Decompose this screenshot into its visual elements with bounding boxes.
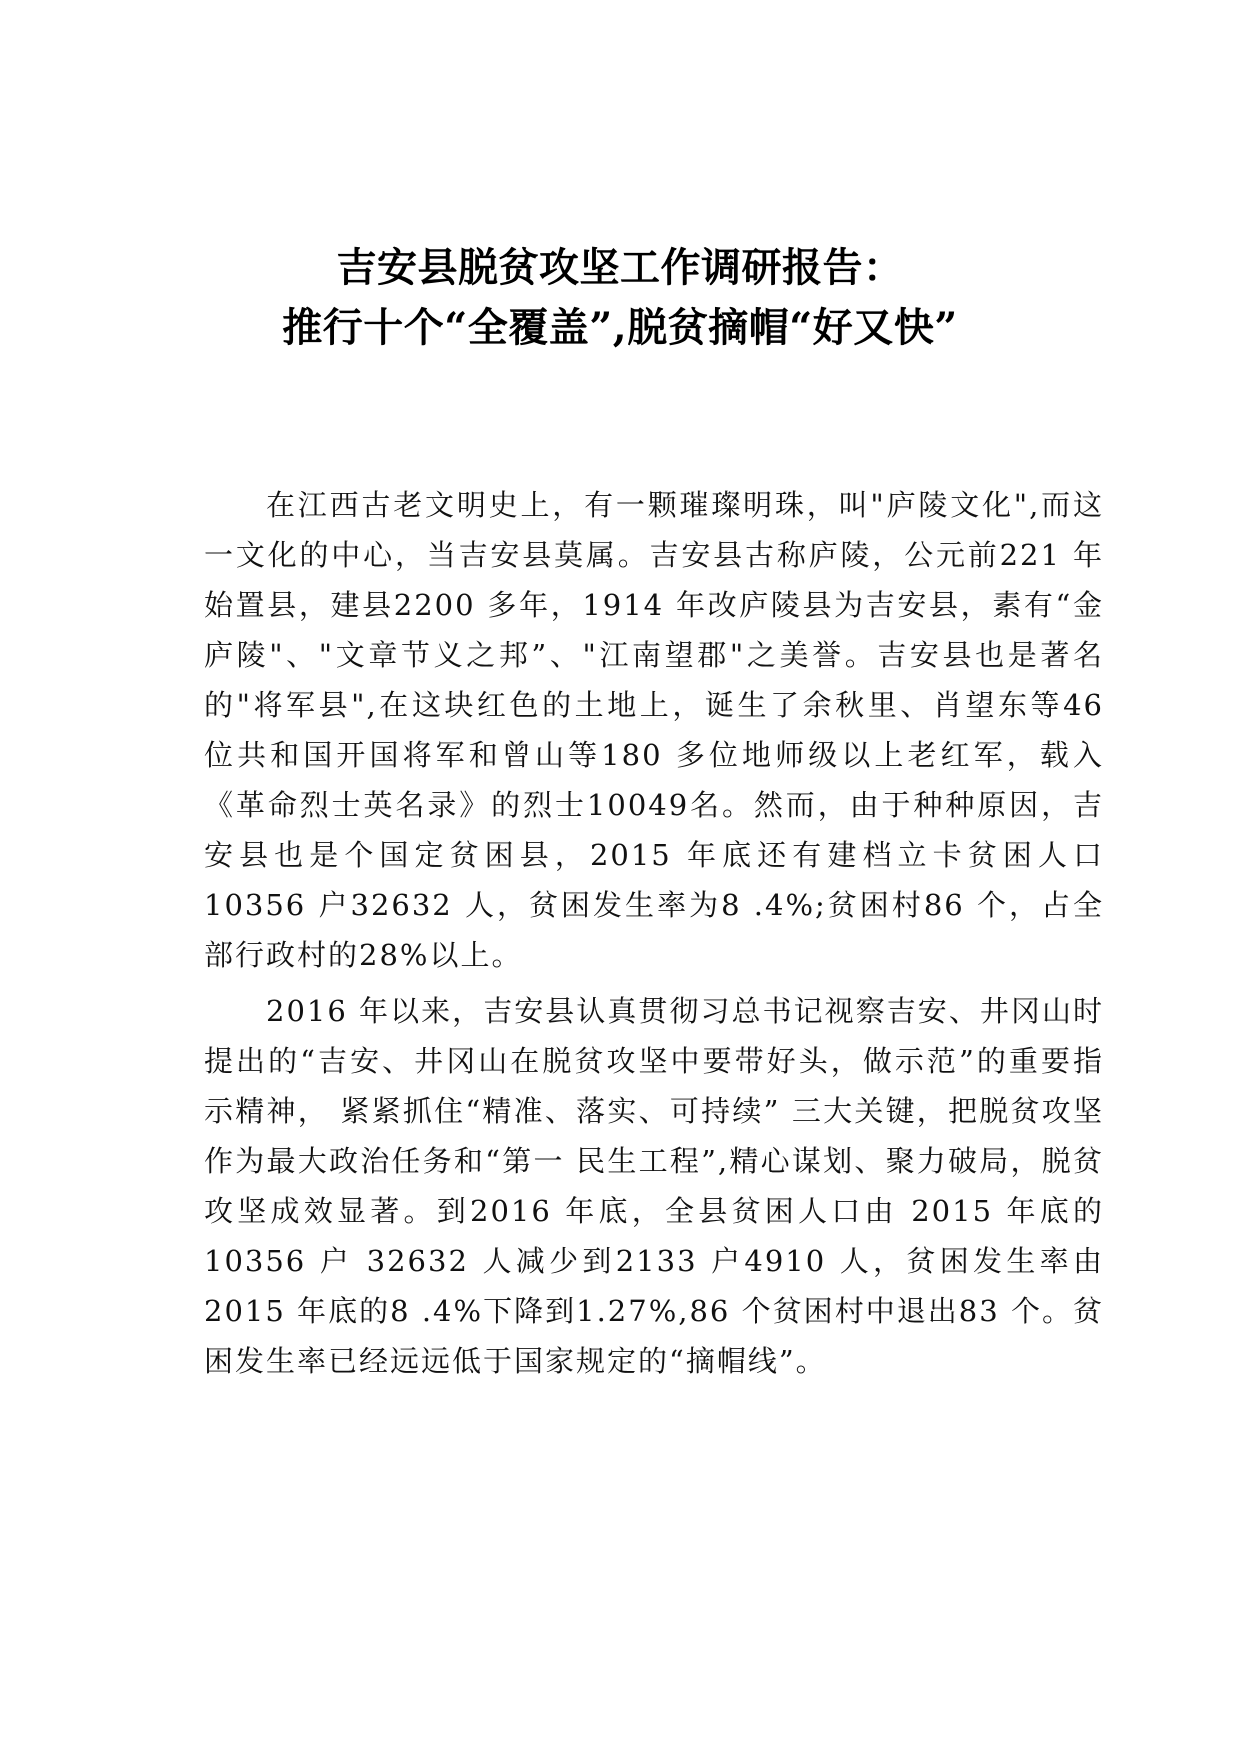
title-line-1: 吉安县脱贫攻坚工作调研报告： <box>336 244 904 291</box>
document-body <box>204 480 1104 1392</box>
paragraph-intro: 在江西古老文明史上，有一颗璀璨明珠，叫"庐陵文化",而这一文化的中心，当吉安县莫属。吉安县古称庐陵，公元前221 年始置县，建县2200 多年，1914 年改庐陵县为吉安县，素有“金庐陵"、"文章节义之邦”、"江南望郡"之美誉。吉安县也是著名的"将军县",在这块红色的土地上，诞生了余秋里、肖望东等46 位共和国开国将军和曾山等180 多位地师级以上老红军，载入《革命烈士英名录》的烈士10049名。然而，由于种种原因，吉安县也是个国定贫困县，2015 年底还有建档立卡贫困人口 10356 户32632 人，贫困发生率为8 .4%;贫困村86 个，占全部行政村的28%以上。 <box>204 488 1104 972</box>
document-title <box>0 238 1240 358</box>
paragraph-progress: 2016 年以来，吉安县认真贯彻习总书记视察吉安、井冈山时提出的“吉安、井冈山在脱贫攻坚中要带好头，做示范”的重要指示精神， 紧紧抓住“精准、落实、可持续” 三大关键，把脱贫攻坚作为最大政治任务和“第一 民生工程”,精心谋划、聚力破局，脱贫攻坚成效显著。到2016 年底，全县贫困人口由 2015 年底的 10356 户 32632 人减少到2133 户4910 人，贫困发生率由2015 年底的8 .4%下降到1.27%,86 个贫困村中退出83 个。贫困发生率已经远远低于国家规定的“摘帽线”。 <box>204 994 1104 1378</box>
title-line-2: 推行十个“全覆盖”,脱贫摘帽“好又快” <box>282 304 958 351</box>
